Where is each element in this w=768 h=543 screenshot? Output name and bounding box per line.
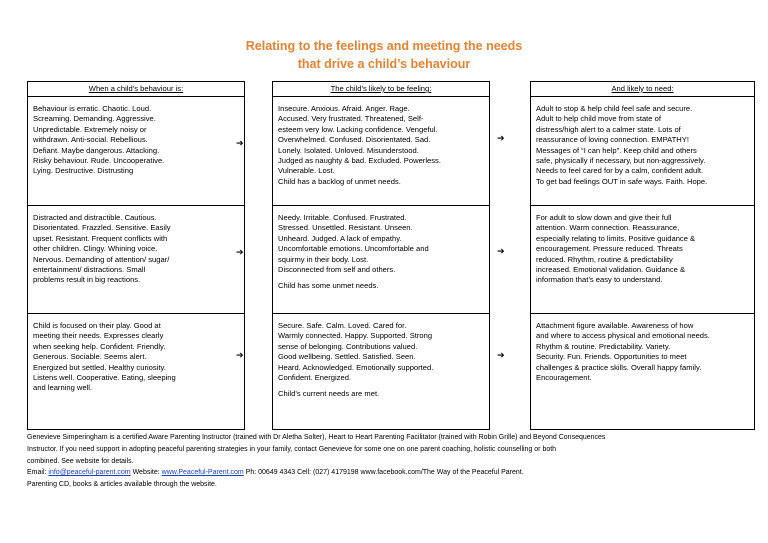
text-line: problems result in big reactions.	[33, 275, 141, 285]
text-line: Accused. Very frustrated. Threatened, Self-	[278, 114, 424, 124]
text-line: Unheard. Judged. A lack of empathy.	[278, 233, 402, 243]
behaviour-cell-row-3	[28, 314, 244, 429]
text-line: Judged as naughty & bad. Excluded. Powerless.	[278, 156, 441, 166]
needs-column-header: And likely to need:	[531, 82, 754, 97]
arrow-right-icon: ➔	[497, 133, 505, 143]
text-line: upset. Resistant. Frequent conflicts with	[33, 233, 168, 243]
feeling-cell-row-1	[273, 97, 489, 206]
needs-column	[530, 81, 755, 430]
arrow-right-icon: ➔	[497, 246, 505, 256]
footer-contact-line	[27, 467, 757, 479]
text-line: Behaviour is erratic. Chaotic. Loud.	[33, 104, 152, 113]
text-line: other children. Clingy. Whining voice.	[33, 244, 158, 254]
text-line: information that’s easy to understand.	[536, 275, 663, 285]
arrow-right-icon: ➔	[497, 350, 505, 360]
text-line: Listens well. Cooperative. Eating, sleeping	[33, 373, 176, 383]
text-line: Uncomfortable emotions. Uncomfortable and	[278, 244, 429, 254]
text-line: Disconnected from self and others.	[278, 265, 396, 275]
text-line: meeting their needs. Expresses clearly	[33, 331, 164, 341]
text-line: when seeking help. Confident. Friendly.	[33, 341, 166, 351]
behaviour-column-header: When a child’s behaviour is:	[28, 82, 244, 97]
website-link[interactable]: www.Peaceful-Parent.com	[161, 469, 244, 477]
page-title-line-2: that drive a child’s behaviour	[297, 57, 471, 71]
footer-resources-line: Parenting CD, books & articles available through the website.	[27, 481, 217, 489]
phone-numbers: Ph: 00649 4343 Cell: (027) 4179198	[245, 469, 359, 477]
text-line: Rhythm & routine. Predictability. Variety.	[536, 341, 671, 351]
text-line: safe, physically if necessary, but non-aggressively.	[536, 156, 706, 166]
text-line: Adult to help child move from state of	[536, 114, 661, 124]
text-line: encouragement. Pressure reduced. Threats	[536, 244, 683, 254]
text-line: reassurance of loving connection. EMPATHY!	[536, 135, 689, 145]
text-line: Overwhelmed. Confused. Disorientated. Sad.	[278, 135, 431, 145]
text-line: Secure. Safe. Calm. Loved. Cared for.	[278, 321, 407, 330]
text-line: Security. Fun. Friends. Opportunities to meet	[536, 352, 687, 362]
arrow-right-icon: ➔	[236, 247, 244, 257]
behaviour-cell-row-1	[28, 97, 244, 206]
text-line: Nervous. Demanding of attention/ sugar/	[33, 254, 170, 264]
needs-met-note: Child’s current needs are met.	[278, 389, 380, 399]
text-line: Heard. Acknowledged. Emotionally supported.	[278, 362, 434, 372]
text-line: increased. Emotional validation. Guidance &	[536, 265, 686, 275]
text-line: sense of belonging. Contributions valued.	[278, 341, 418, 351]
feeling-cell-row-2	[273, 206, 489, 314]
text-line: Risky behaviour. Rude. Uncooperative.	[33, 156, 165, 166]
text-line: Generous. Sociable. Seems alert.	[33, 352, 147, 362]
needs-cell-row-1	[531, 97, 754, 206]
text-line: Lonely. Isolated. Unloved. Misunderstood.	[278, 145, 419, 155]
text-line: Child is focused on their play. Good at	[33, 321, 161, 330]
footer	[27, 432, 757, 491]
text-line: Needs to feel cared for by a calm, confident adult.	[536, 166, 704, 176]
text-line: Unpredictable. Extremely noisy or	[33, 124, 147, 134]
text-line: Vulnerable. Lost.	[278, 166, 335, 176]
text-line: withdrawn. Anti-social. Rebellious.	[33, 135, 148, 145]
text-line: Lying. Destructive. Distrusting	[33, 166, 134, 176]
text-line: distress/high alert to a calmer state. Lots of	[536, 124, 681, 134]
arrow-right-icon: ➔	[236, 138, 244, 148]
text-line: To get bad feelings OUT in safe ways. Faith. Hope.	[536, 176, 708, 186]
behaviour-column	[27, 81, 245, 430]
unmet-needs-note: Child has some unmet needs.	[278, 281, 379, 291]
footer-bio-line-2: Instructor. If you need support in adopting peaceful parenting strategies in your family, contact Genevieve for some one on one parent coaching, holistic counselling or both	[27, 445, 557, 453]
feeling-column	[272, 81, 490, 430]
text-line: Defiant. Maybe dangerous. Attacking.	[33, 145, 160, 155]
text-line: entertainment/ distractions. Small	[33, 265, 146, 275]
needs-cell-row-2	[531, 206, 754, 314]
text-line: and learning well.	[33, 383, 93, 393]
text-line: Stressed. Unsettled. Resistant. Unseen.	[278, 223, 413, 233]
text-line: attention. Warm connection. Reassurance,	[536, 223, 680, 233]
feeling-column-header: The child’s likely to be feeling:	[273, 82, 489, 97]
text-line: squirmy in their body. Lost.	[278, 254, 369, 264]
needs-cell-row-3	[531, 314, 754, 429]
arrow-right-icon: ➔	[236, 350, 244, 360]
text-line: Needy. Irritable. Confused. Frustrated.	[278, 213, 407, 222]
text-line: challenges & practice skills. Overall happy family.	[536, 362, 702, 372]
text-line: Good wellbeing. Settled. Satisfied. Seen.	[278, 352, 416, 362]
behaviour-cell-row-2	[28, 206, 244, 314]
website-label: Website:	[132, 469, 160, 477]
text-line: Adult to stop & help child feel safe and secure.	[536, 104, 693, 113]
footer-bio-line-3: combined. See website for details.	[27, 457, 134, 465]
text-line: esteem very low. Lacking confidence. Vengeful.	[278, 124, 438, 134]
text-line: Disorientated. Frazzled. Sensitive. Easily	[33, 223, 171, 233]
footer-bio-line-1: Genevieve Simperingham is a certified Aware Parenting Instructor (trained with Dr Aletha Solter), Heart to Heart Parenting Facilitator (trained with Robin Grille) and Beyond Consequences	[27, 434, 606, 441]
text-line: Confident. Energized.	[278, 373, 352, 383]
text-line: Screaming. Demanding. Aggressive.	[33, 114, 156, 124]
page-title-line-1: Relating to the feelings and meeting the needs	[245, 39, 523, 53]
feeling-cell-row-3	[273, 314, 489, 429]
text-line: Encouragement.	[536, 373, 592, 383]
email-link[interactable]: info@peaceful-parent.com	[48, 469, 131, 477]
text-line: Messages of “I can help”. Keep child and others	[536, 145, 697, 155]
text-line: Energized but settled. Healthy curiosity.	[33, 362, 166, 372]
text-line: For adult to slow down and give their full	[536, 213, 672, 222]
email-label: Email:	[27, 469, 47, 477]
facebook-address: www.facebook.com/The Way of the Peaceful Parent.	[360, 469, 524, 477]
text-line: Warmly connected. Happy. Supported. Strong	[278, 331, 433, 341]
text-line: reduced. Rhythm, routine & predictability	[536, 254, 673, 264]
text-line: Distracted and distractible. Cautious.	[33, 213, 157, 222]
text-line: Child has a backlog of unmet needs.	[278, 176, 401, 186]
text-line: Attachment figure available. Awareness of how	[536, 321, 694, 330]
text-line: especially relating to limits. Positive guidance &	[536, 233, 696, 243]
text-line: Insecure. Anxious. Afraid. Anger. Rage.	[278, 104, 410, 113]
text-line: and where to access physical and emotional needs.	[536, 331, 710, 341]
